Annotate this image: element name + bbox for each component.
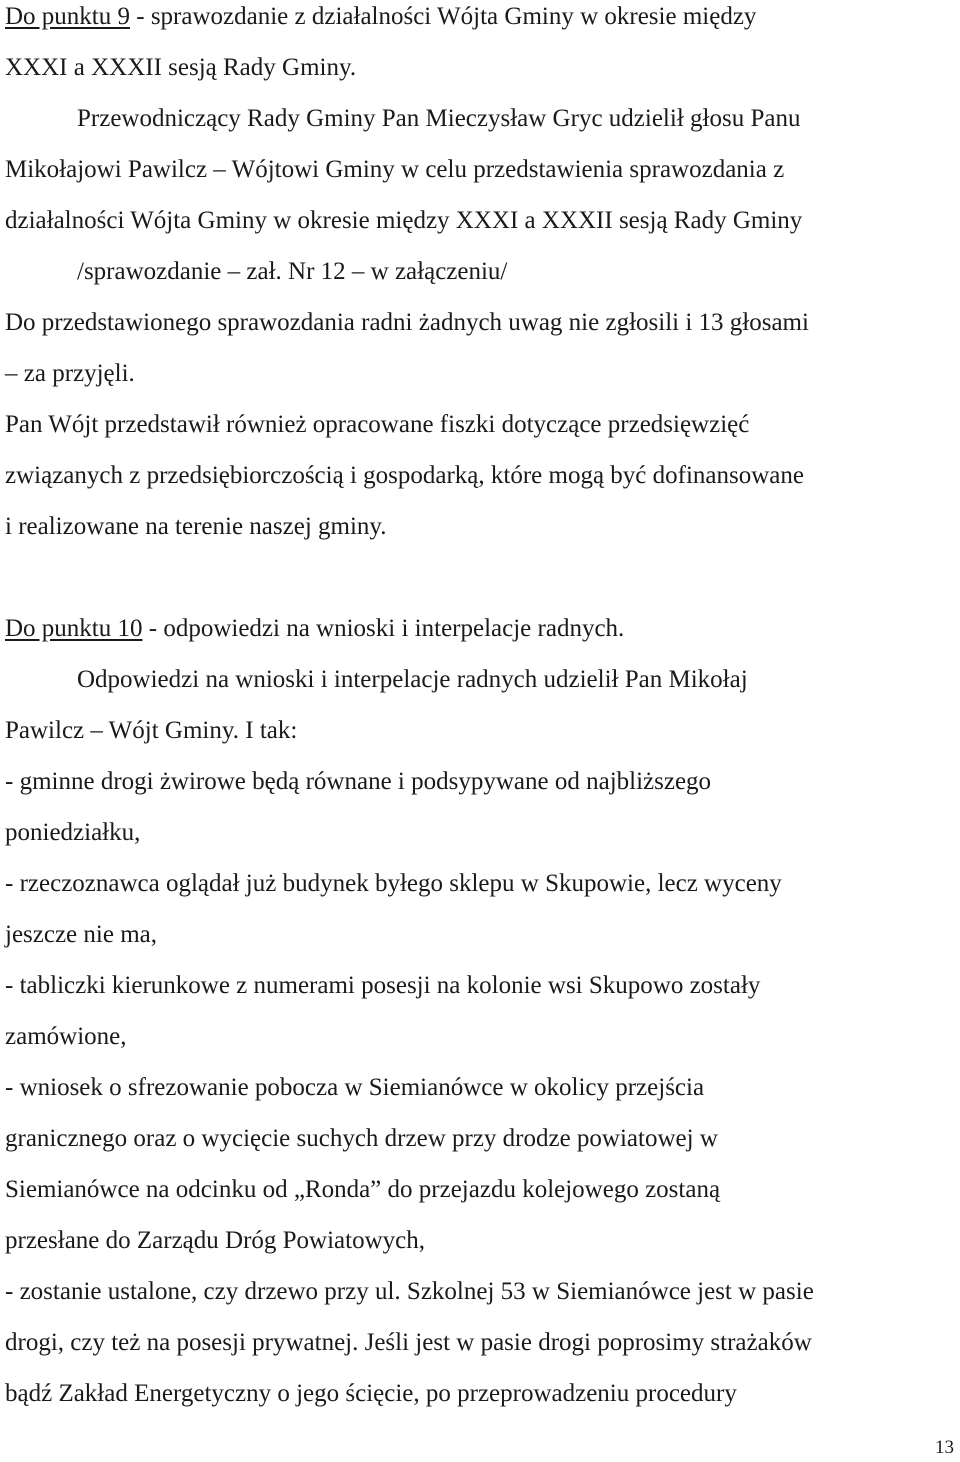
list-item: zamówione, [5, 1023, 127, 1050]
list-item: - tabliczki kierunkowe z numerami posesji na kolonie wsi Skupowo zostały [5, 972, 761, 999]
list-item: przesłane do Zarządu Dróg Powiatowych, [5, 1227, 425, 1254]
list-item: granicznego oraz o wycięcie suchych drzew przy drodze powiatowej w [5, 1125, 718, 1152]
list-item: Siemianówce na odcinku od „Ronda” do przejazdu kolejowego zostaną [5, 1176, 721, 1203]
paragraph-line: Pan Wójt przedstawił również opracowane fiszki dotyczące przedsięwzięć [5, 411, 750, 438]
paragraph-line: /sprawozdanie – zał. Nr 12 – w załączeniu/ [77, 258, 508, 285]
paragraph-line: Pawilcz – Wójt Gminy. I tak: [5, 717, 298, 744]
list-item: jeszcze nie ma, [5, 921, 157, 948]
paragraph-line: – za przyjęli. [5, 360, 135, 387]
page-number: 13 [935, 1437, 954, 1458]
paragraph-line: działalności Wójta Gminy w okresie między XXXI a XXXII sesją Rady Gminy [5, 207, 803, 234]
section-10-heading [5, 603, 624, 654]
list-item: - gminne drogi żwirowe będą równane i podsypywane od najbliższego [5, 768, 712, 795]
paragraph-line: Przewodniczący Rady Gminy Pan Mieczysław Gryc udzielił głosu Panu [77, 105, 801, 132]
section-10-label: Do punktu 10 [5, 615, 143, 642]
section-9-heading [5, 0, 756, 42]
section-9-label: Do punktu 9 [5, 3, 130, 30]
list-item: poniedziałku, [5, 819, 141, 846]
paragraph-line: Odpowiedzi na wnioski i interpelacje radnych udzielił Pan Mikołaj [77, 666, 748, 693]
paragraph-line: i realizowane na terenie naszej gminy. [5, 513, 387, 540]
section-9-heading-line-2: XXXI a XXXII sesją Rady Gminy. [5, 54, 357, 81]
list-item: - zostanie ustalone, czy drzewo przy ul. Szkolnej 53 w Siemianówce jest w pasie [5, 1278, 814, 1305]
list-item: - rzeczoznawca oglądał już budynek byłego sklepu w Skupowie, lecz wyceny [5, 870, 782, 897]
paragraph-line: Mikołajowi Pawilcz – Wójtowi Gminy w celu przedstawienia sprawozdania z [5, 156, 785, 183]
paragraph-line: związanych z przedsiębiorczością i gospodarką, które mogą być dofinansowane [5, 462, 804, 489]
section-9-title: - sprawozdanie z działalności Wójta Gminy w okresie między [130, 3, 757, 30]
list-item: bądź Zakład Energetyczny o jego ścięcie, po przeprowadzeniu procedury [5, 1380, 737, 1407]
paragraph-line: Do przedstawionego sprawozdania radni żadnych uwag nie zgłosili i 13 głosami [5, 309, 809, 336]
section-10-title: - odpowiedzi na wnioski i interpelacje radnych. [142, 615, 625, 642]
list-item: drogi, czy też na posesji prywatnej. Jeśli jest w pasie drogi poprosimy strażaków [5, 1329, 812, 1356]
list-item: - wniosek o sfrezowanie pobocza w Siemianówce w okolicy przejścia [5, 1074, 705, 1101]
